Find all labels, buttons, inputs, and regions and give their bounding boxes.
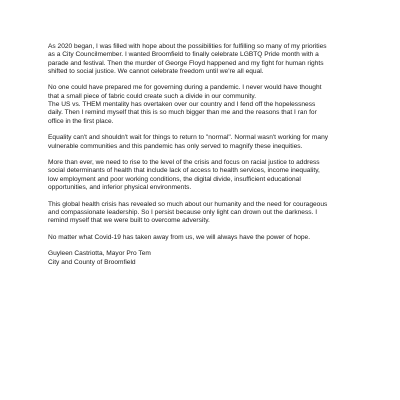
- text-line: as a City Councilmember. I wanted Broomfield to finally celebrate LGBTQ Pride month with a: [48, 51, 319, 59]
- text-line: opportunities, and inferior physical environments.: [48, 184, 192, 192]
- paragraph-3: [48, 134, 388, 151]
- text-line: social determinants of health that include lack of access to health services, income inequality,: [48, 167, 320, 175]
- signature-organization: City and County of Broomfield: [48, 258, 136, 266]
- paragraph-6: [48, 234, 388, 242]
- paragraph-2: [48, 84, 388, 125]
- text-line: The US vs. THEM mentality has overtaken over our country and I fend off the hopelessness: [48, 101, 316, 109]
- text-line: vulnerable communities and this pandemic has only served to magnify these inequities.: [48, 142, 303, 150]
- text-line: Equality can't and shouldn't wait for things to return to "normal". Normal wasn't working for many: [48, 134, 329, 142]
- text-line: low employment and poor working conditions, the digital divide, insufficient educational: [48, 175, 301, 183]
- text-line: that a small piece of fabric could create such a divide in our community.: [48, 92, 257, 100]
- text-line: daily. Then I remind myself that this is so much bigger than me and the reasons that I ran for: [48, 109, 317, 117]
- text-line: parade and festival. Then the murder of George Floyd happened and my fight for human rights: [48, 59, 324, 67]
- text-line: More than ever, we need to rise to the level of the crisis and focus on racial justice to address: [48, 159, 320, 167]
- text-line: This global health crisis has revealed so much about our humanity and the need for courageous: [48, 200, 328, 208]
- paragraph-5: [48, 201, 388, 226]
- text-line: No matter what Covid-19 has taken away from us, we will always have the power of hope.: [48, 233, 311, 241]
- paragraph-1: [48, 43, 388, 76]
- text-line: shifted to social justice. We cannot celebrate freedom until we're all equal.: [48, 67, 264, 75]
- text-line: and compassionate leadership. So I persist because only light can drown out the darkness. I: [48, 208, 318, 216]
- letter-body: [48, 43, 388, 275]
- text-line: office in the first place.: [48, 117, 114, 125]
- paragraph-4: [48, 159, 388, 192]
- text-line: As 2020 began, I was filled with hope about the possibilities for fulfilling so many of my priorities: [48, 43, 327, 50]
- signature-block: [48, 250, 388, 267]
- text-line: No one could have prepared me for governing during a pandemic. I never would have thought: [48, 84, 322, 92]
- signature-name-title: Guyleen Castriotta, Mayor Pro Tem: [48, 250, 151, 258]
- text-line: remind myself that we were built to overcome adversity.: [48, 217, 210, 225]
